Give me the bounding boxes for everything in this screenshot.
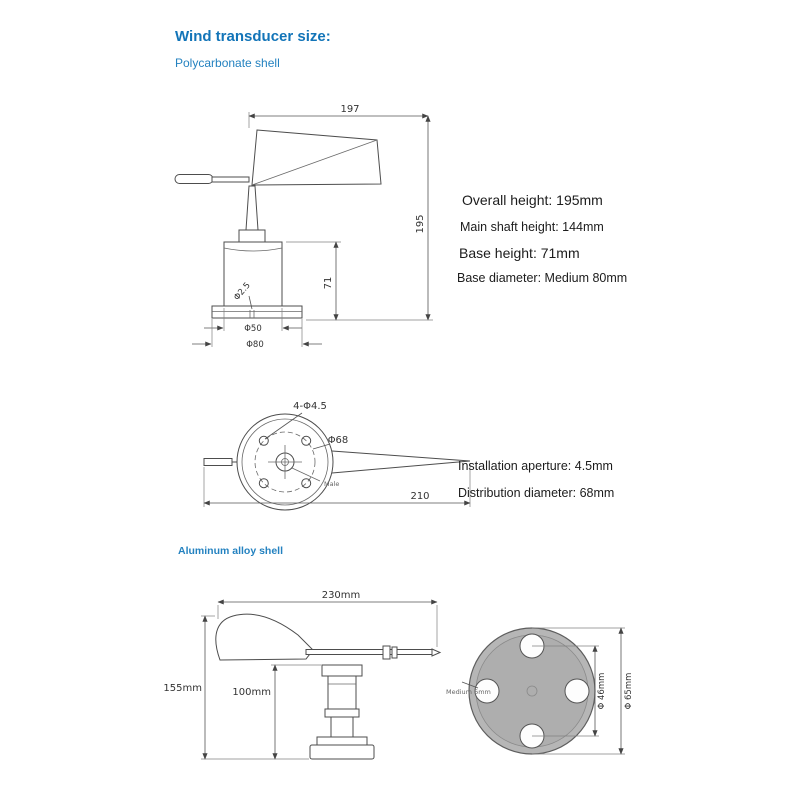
flange-top-view-diagram — [438, 606, 658, 784]
dim-label-230mm: 230mm — [321, 590, 361, 601]
polycarbonate-side-view-diagram — [160, 98, 465, 356]
dim-label-195: 195 — [415, 214, 426, 234]
wind-vane-outline — [175, 130, 381, 318]
spec-base-diameter: Base diameter: Medium 80mm — [457, 271, 628, 285]
dim-label-d46mm: Φ 46mm — [597, 672, 607, 710]
mid-dimension-lines — [204, 413, 470, 507]
aluminum-shell-label: Aluminum alloy shell — [178, 545, 284, 557]
spec-base-height: Base height: 71mm — [459, 245, 580, 261]
dim-label-71: 71 — [323, 276, 334, 290]
dim-label-d68: Φ68 — [327, 435, 349, 446]
aluminum-side-view-diagram — [165, 583, 455, 783]
male-connector-label: Male — [324, 480, 340, 488]
hole-size-label: Medium 6mm — [446, 688, 491, 696]
dim-label-4-holes: 4-Φ4.5 — [293, 401, 327, 412]
dim-label-d65mm: Φ 65mm — [624, 672, 634, 710]
dim-label-197: 197 — [340, 104, 360, 115]
top-view-diagram — [158, 393, 483, 523]
dim-label-210: 210 — [410, 491, 430, 502]
dim-label-hole-2-5: Φ2.5 — [232, 280, 253, 303]
spec-distribution-diameter: Distribution diameter: 68mm — [458, 486, 615, 500]
spec-installation-aperture: Installation aperture: 4.5mm — [458, 459, 613, 473]
page-title: Wind transducer size: — [175, 28, 331, 45]
polycarbonate-shell-label: Polycarbonate shell — [175, 56, 280, 70]
dim-label-d80: Φ80 — [246, 340, 264, 350]
spec-overall-height: Overall height: 195mm — [462, 192, 603, 208]
dim-label-155mm: 155mm — [163, 683, 202, 694]
dim-label-100mm: 100mm — [232, 687, 271, 698]
spec-main-shaft-height: Main shaft height: 144mm — [460, 220, 604, 234]
top-view-outline — [204, 414, 470, 510]
dim-label-d50: Φ50 — [244, 324, 262, 334]
